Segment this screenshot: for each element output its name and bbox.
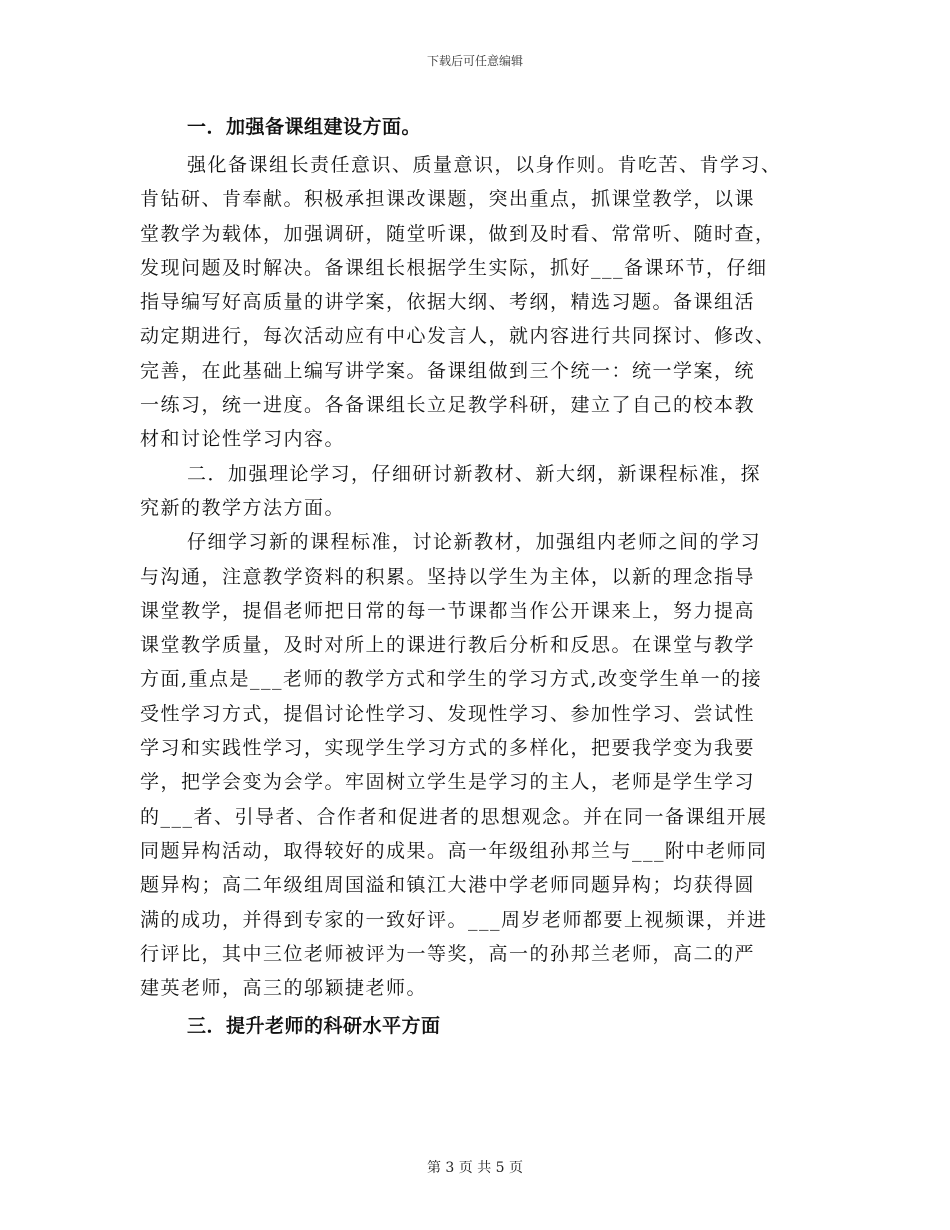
paragraph-line: 堂教学为载体，加强调研，随堂听课，做到及时看、常常听、随时查， — [140, 222, 776, 245]
paragraph-line: 一练习，统一进度。各备课组长立足教学科研，建立了自己的校本教 — [140, 394, 756, 417]
section-1-title: 一．加强备课组建设方面。 — [187, 116, 422, 138]
paragraph-line: 方面,重点是___老师的教学方式和学生的学习方式,改变学生单一的接 — [140, 668, 763, 691]
paragraph-line: 满的成功，并得到专家的一致好评。___周岁老师都要上视频课，并进 — [140, 908, 768, 931]
paragraph-line: 强化备课组长责任意识、质量意识，以身作则。肯吃苦、肯学习、 — [187, 154, 782, 176]
paragraph-line: 受性学习方式，提倡讨论性学习、发现性学习、参加性学习、尝试性 — [140, 702, 756, 725]
paragraph-line: 指导编写好高质量的讲学案，依据大纲、考纲，精选习题。备课组活 — [140, 291, 756, 314]
page-footer: 第 3 页 共 5 页 — [426, 1160, 524, 1176]
document-body — [140, 110, 820, 1047]
paragraph-line: 动定期进行，每次活动应有中心发言人，就内容进行共同探讨、修改、 — [140, 325, 776, 348]
paragraph-line: 肯钻研、肯奉献。积极承担课改课题，突出重点，抓课堂教学，以课 — [140, 188, 756, 211]
paragraph-line: 与沟通，注意教学资料的积累。坚持以学生为主体，以新的理念指导 — [140, 565, 756, 588]
paragraph-line: 课堂教学质量，及时对所上的课进行教后分析和反思。在课堂与教学 — [140, 634, 756, 657]
section-2-title-line: 究新的教学方法方面。 — [140, 496, 346, 519]
section-3-title: 三．提升老师的科研水平方面 — [187, 1015, 441, 1038]
paragraph-line: 建英老师，高三的邬颖捷老师。 — [140, 977, 428, 1000]
paragraph-line: 行评比，其中三位老师被评为一等奖，高一的孙邦兰老师，高二的严 — [140, 942, 756, 965]
paragraph-line: 课堂教学，提倡老师把日常的每一节课都当作公开课来上，努力提高 — [140, 599, 756, 622]
paragraph-line: 学，把学会变为会学。牢固树立学生是学习的主人，老师是学生学习 — [140, 771, 756, 794]
paragraph-line: 学习和实践性学习，实现学生学习方式的多样化，把要我学变为我要 — [140, 737, 756, 760]
paragraph-line: 题异构；高二年级组周国溢和镇江大港中学老师同题异构；均获得圆 — [140, 874, 756, 897]
paragraph-line: 同题异构活动，取得较好的成果。高一年级组孙邦兰与___附中老师同 — [140, 839, 768, 862]
paragraph-line: 完善，在此基础上编写讲学案。备课组做到三个统一：统一学案，统 — [140, 359, 756, 382]
paragraph-line: 的___者、引导者、合作者和促进者的思想观念。并在同一备课组开展 — [140, 805, 768, 828]
paragraph-line: 材和讨论性学习内容。 — [140, 428, 346, 451]
paragraph-line: 仔细学习新的课程标准，讨论新教材，加强组内老师之间的学习 — [187, 531, 762, 554]
paragraph-line: 发现问题及时解决。备课组长根据学生实际，抓好___备课环节，仔细 — [140, 256, 768, 279]
section-2-title-line: 二．加强理论学习，仔细研讨新教材、新大纲，新课程标准，探 — [187, 462, 762, 485]
page-header: 下载后可任意编辑 — [426, 54, 523, 68]
